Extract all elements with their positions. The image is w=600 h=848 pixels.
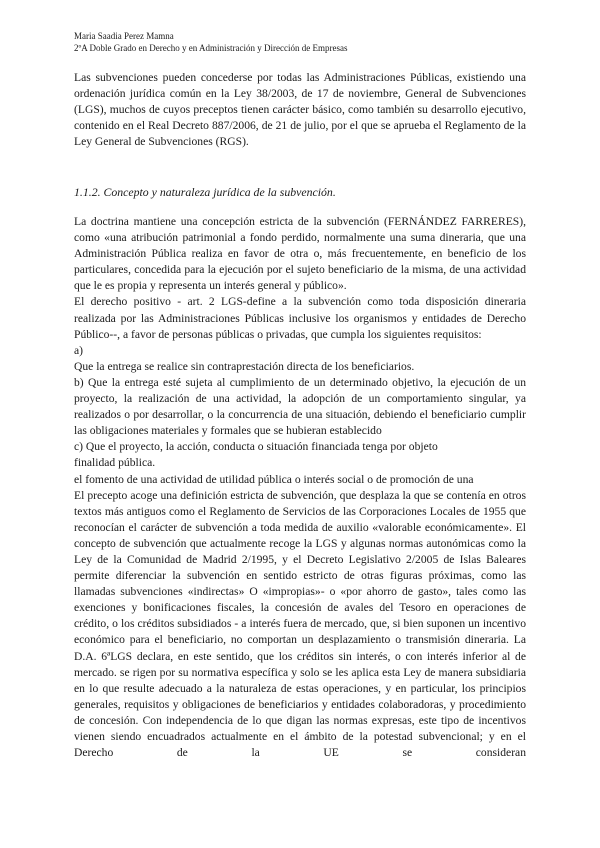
requisito-c-line-3: el fomento de una actividad de utilidad pública o interés social o de promoción de una (74, 472, 474, 486)
section-body (74, 214, 526, 761)
doctrina-paragraph: La doctrina mantiene una concepción estricta de la subvención (FERNÁNDEZ FARRERES), como «una atribución patrimonial a fondo perdido, normalmente una suma dineraria, que una Administración Pública realiza en favor de otra o, más frecuentemente, en beneficio de los particulares, concedida para la ejecución por el sujeto beneficiario de la misma, de una actividad que le es propia y representa un interés general y público». (74, 215, 526, 293)
course-name: 2ºA Doble Grado en Derecho y en Administración y Dirección de Empresas (74, 43, 348, 53)
page-header (74, 30, 534, 54)
author-name: Maria Saadia Perez Mamna (74, 31, 174, 41)
requisito-c-line-2: finalidad pública. (74, 456, 156, 470)
intro-block (74, 70, 526, 150)
requisito-c-line-1: c) Que el proyecto, la acción, conducta o situación financiada tenga por objeto (74, 440, 438, 454)
precepto-paragraph: El precepto acoge una definición estricta de subvención, que desplaza la que se contenía en otros textos más antiguos como el Reglamento de Servicios de las Corporaciones Locales de 1955 que reconocían el carácter de subvención a toda medida de auxilio «valorable económicamente». El concepto de subvención que actualmente recoge la LGS y algunas normas autonómicas como la Ley de la Comunidad de Madrid 2/1995, y el Decreto Legislativo 2/2005 de Islas Baleares permite diferenciar la subvención en sentido estricto de otras figuras próximas, como las llamadas subvenciones «indirectas» O «impropias»- o «por ahorro de gasto», tales como las exenciones y bonificaciones fiscales, la concesión de avales del Tesoro en operaciones de crédito, o los créditos subsidiados - a interés fuera de mercado, que, si bien suponen un incentivo económico para el beneficiario, no comportan un desplazamiento o transmisión dineraria. La D.A. 6ªLGS declara, en este sentido, que los créditos sin interés, o con interés inferior al de mercado. se rigen por su normativa específica y solo se les aplica esta Ley de manera subsidiaria en lo que resulte adecuado a la naturaleza de estas operaciones, y en particular, los principios generales, requisitos y obligaciones de beneficiarios y entidades colaboradoras, y procedimiento de concesión. Con independencia de lo que digan las normas expresas, este tipo de incentivos vienen siendo encuadrados actualmente en el ámbito de la potestad subvencional; y en el Derecho de la UE se consideran (74, 488, 526, 760)
requisito-a-text: Que la entrega se realice sin contraprestación directa de los beneficiarios. (74, 359, 415, 373)
requisito-a-label: a) (74, 343, 84, 357)
section-heading: 1.1.2. Concepto y naturaleza jurídica de la subvención. (74, 185, 336, 199)
derecho-positivo-paragraph: El derecho positivo - art. 2 LGS-define a la subvención como toda disposición dineraria realizada por las Administraciones Públicas inclusive los organismos y entidades de Derecho Público--, a favor de personas públicas o privadas, que cumpla los siguientes requisitos: (74, 295, 526, 341)
requisito-b: b) Que la entrega esté sujeta al cumplimiento de un determinado objetivo, la ejecución de un proyecto, la realización de una actividad, la adopción de un comportamiento singular, ya realizados o por desarrollar, o la concurrencia de una situación, debiendo el beneficiario cumplir las obligaciones materiales y formales que se hubieran establecido (74, 375, 526, 438)
intro-paragraph: Las subvenciones pueden concederse por todas las Administraciones Públicas, existiendo una ordenación jurídica común en la Ley 38/2003, de 17 de noviembre, General de Subvenciones (LGS), muchos de cuyos preceptos tienen carácter básico, como también su desarrollo ejecutivo, contenido en el Real Decreto 887/2006, de 21 de julio, por el que se aprueba el Reglamento de la Ley General de Subvenciones (RGS). (74, 71, 526, 149)
